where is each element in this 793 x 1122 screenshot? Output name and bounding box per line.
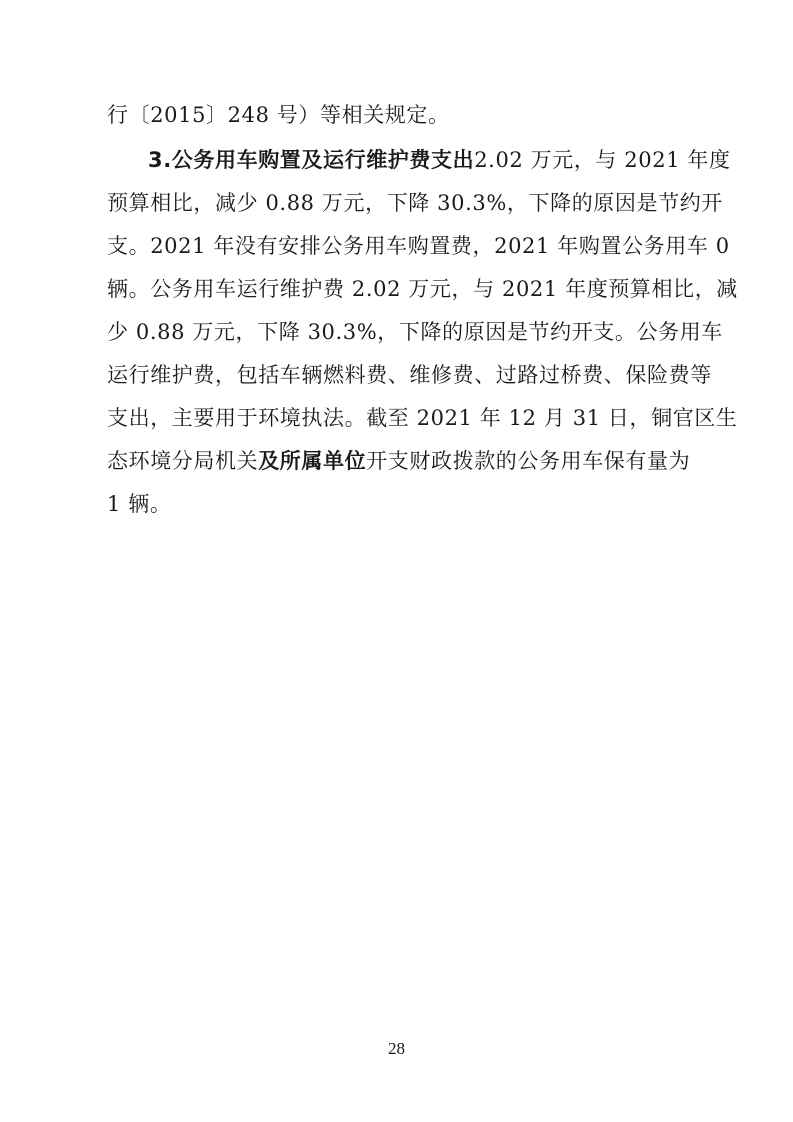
text-line-6: 少 0.88 万元，下降 30.3%，下降的原因是节约开支。公务用车 xyxy=(107,320,723,344)
text-line-3: 预算相比，减少 0.88 万元，下降 30.3%，下降的原因是节约开 xyxy=(107,191,723,215)
text-line-10: 1 辆。 xyxy=(107,492,172,516)
text-line-4: 支。2021 年没有安排公务用车购置费，2021 年购置公务用车 0 xyxy=(107,234,730,258)
bold-text-segment: 及所属单位 xyxy=(258,449,367,473)
paragraph-text: 2.02 万元，与 2021 年度 xyxy=(474,148,731,172)
text-line-1: 行〔2015〕248 号）等相关规定。 xyxy=(107,103,450,127)
text-line-8: 支出，主要用于环境执法。截至 2021 年 12 月 31 日，铜官区生 xyxy=(107,406,738,430)
page-number: 28 xyxy=(388,1039,405,1058)
text-segment: 态环境分局机关 xyxy=(107,449,259,473)
paragraph-heading: 3.公务用车购置及运行维护费支出 xyxy=(148,148,475,172)
text-segment: 开支财政拨款的公务用车保有量为 xyxy=(366,449,691,473)
paragraph-3-first-line xyxy=(148,145,731,175)
text-line-9 xyxy=(107,446,691,476)
text-line-5: 辆。公务用车运行维护费 2.02 万元，与 2021 年度预算相比，减 xyxy=(107,277,738,301)
text-line-7: 运行维护费，包括车辆燃料费、维修费、过路过桥费、保险费等 xyxy=(107,363,712,387)
